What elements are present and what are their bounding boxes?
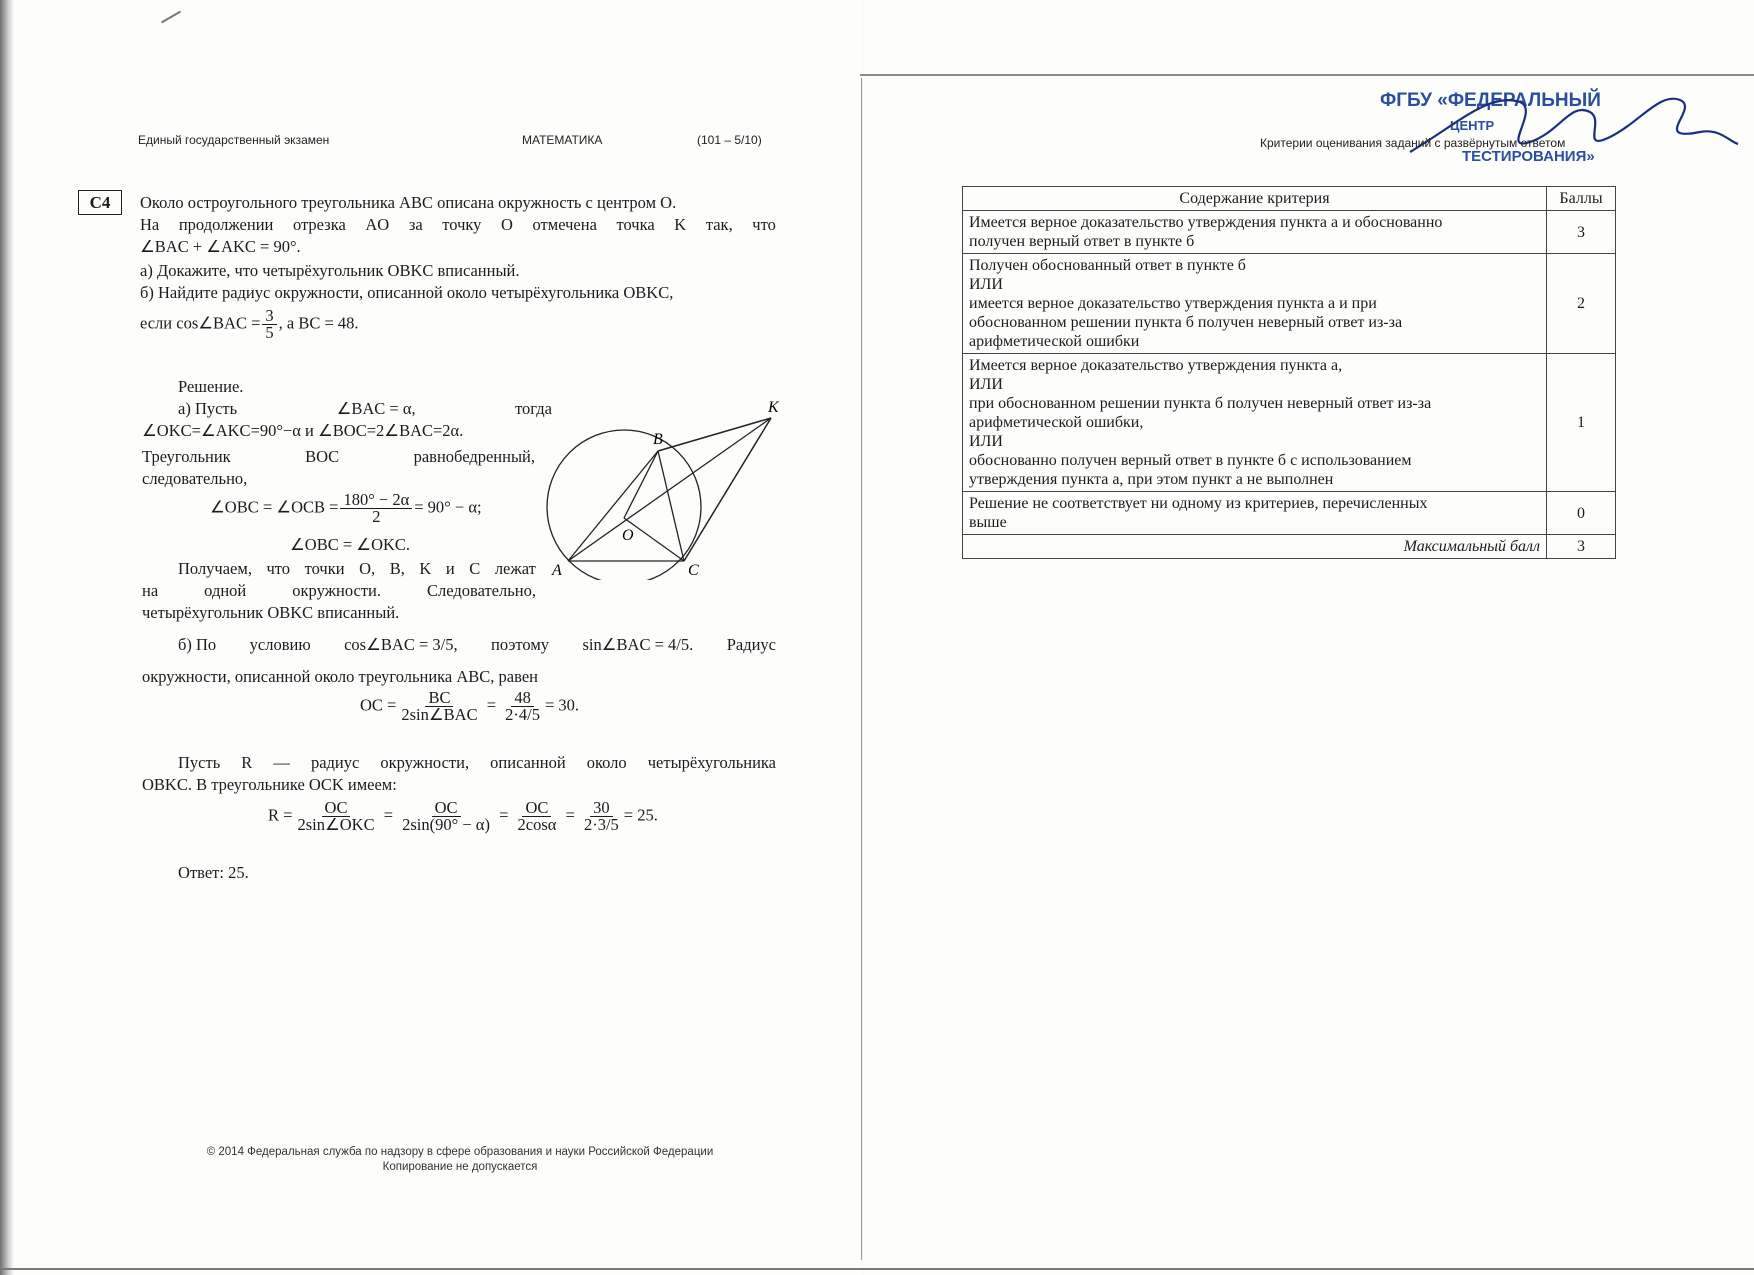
solution-a-line6 — [142, 580, 536, 601]
fraction — [398, 690, 480, 723]
criterion-text — [963, 354, 1547, 492]
criterion-line: при обоснованном решении пункта б получен неверный ответ из-за — [969, 395, 1432, 412]
label-b: B — [653, 431, 663, 448]
task-line2-word: O — [501, 215, 513, 234]
criterion-points: 2 — [1547, 254, 1616, 354]
fraction — [294, 800, 377, 833]
solution-a3-word: Треугольник — [142, 447, 231, 466]
geometry-figure — [546, 394, 796, 580]
criterion-text — [963, 211, 1547, 254]
criterion-line: ИЛИ — [969, 376, 1003, 393]
criterion-line: имеется верное доказательство утверждения пункта а и при — [969, 295, 1377, 312]
task-cond-pre: если cos∠BAC = — [140, 313, 261, 333]
criterion-line: Имеется верное доказательство утверждения пункта а и обоснованно — [969, 214, 1443, 231]
solution-a5-word: B, — [389, 559, 405, 578]
solution-a5-word: лежат — [494, 559, 536, 578]
task-line2-word: На — [140, 215, 160, 234]
frac-num: BC — [425, 690, 453, 707]
criterion-line: Получен обоснованный ответ в пункте б — [969, 257, 1246, 274]
eq4-pre: R = — [268, 805, 293, 825]
frac-num: OC — [322, 800, 351, 817]
criterion-line: обоснованно получен верный ответ в пункте б с использованием — [969, 452, 1412, 469]
frac-den: 2 — [372, 507, 381, 526]
criterion-line: ИЛИ — [969, 276, 1003, 293]
solution-a1-word: а) Пусть — [178, 399, 238, 418]
eq1-pre: ∠OBC = ∠OCB = — [210, 497, 339, 517]
header-code: (101 – 5/10) — [697, 133, 762, 147]
solution-b3-word: Пусть — [178, 753, 221, 772]
solution-a-line2: ∠OKC=∠AKC=90°−α и ∠BOC=2∠BAC=2α. — [142, 421, 464, 440]
solution-b3-word: описанной — [490, 753, 566, 772]
solution-a6-word: на — [142, 581, 159, 600]
task-line2-word: что — [752, 215, 776, 234]
answer: Ответ: 25. — [178, 863, 249, 882]
solution-a3-word: BOC — [305, 447, 340, 466]
equation-oc: OC = $\frac{BC}{\text{2sin∠BAC}}$ = $\frac{48}{2\cdot 4/5}$ = 30. — [360, 688, 580, 724]
solution-title: Решение. — [178, 377, 244, 396]
fraction — [262, 308, 276, 341]
fraction — [515, 800, 560, 833]
criterion-line: арифметической ошибки, — [969, 414, 1144, 431]
frac-num: 3 — [262, 308, 276, 325]
task-line2-word: продолжении — [178, 215, 274, 234]
solution-a3-word: равнобедренный, — [413, 447, 535, 466]
equation-r: R = $\frac{OC}{\text{2sin∠OKC}}$ = $\frac{OC}{2\sin(90^\circ - \alpha)}$ = $\frac{OC}{2\cos\alpha}$ = $\frac{30}{2\cdot 3/5}$ = 25. — [268, 798, 658, 834]
solution-a5-word: Получаем, — [178, 559, 252, 578]
frac-num: 180° − 2α — [340, 492, 412, 509]
criterion-line: ИЛИ — [969, 433, 1003, 450]
criterion-line: получен верный ответ в пункте б — [969, 233, 1195, 250]
frac-num: 30 — [590, 800, 613, 817]
frac-den: 5 — [265, 323, 274, 342]
frac-den: 2·3/5 — [583, 815, 619, 834]
logo-line2: ЦЕНТР — [1450, 118, 1495, 133]
solution-b1-word: условию — [249, 635, 311, 654]
solution-a5-word: C — [469, 559, 481, 578]
criterion-text — [963, 492, 1547, 535]
fraction — [340, 492, 412, 525]
max-score-value: 3 — [1547, 535, 1616, 559]
solution-a5-word: что — [266, 559, 291, 578]
solution-a5-word: K — [419, 559, 432, 578]
task-line2-word: K — [674, 215, 687, 234]
task-line2-word: точку — [442, 215, 482, 234]
criterion-line: утверждения пункта а, при этом пункт а не выполнен — [969, 471, 1334, 488]
label-a: A — [552, 562, 562, 579]
task-line2-word: точка — [616, 215, 655, 234]
page-fold-line — [861, 78, 862, 1260]
equation-obc-okc: ∠OBC = ∠OKC. — [290, 535, 411, 554]
solution-a5-word: точки — [304, 559, 345, 578]
scan-edge — [0, 0, 14, 1275]
solution-a5-word: и — [445, 559, 455, 578]
signature-stamp — [1400, 82, 1740, 172]
task-line2-word: за — [408, 215, 423, 234]
task-label: C4 — [78, 190, 122, 215]
fraction — [399, 800, 493, 833]
solution-a-line5 — [178, 558, 536, 579]
footer-copyright: © 2014 Федеральная служба по надзору в сфере образования и науки Российской Федерации — [206, 1146, 714, 1158]
solution-b3-word: четырёхугольника — [647, 753, 776, 772]
fraction — [502, 690, 543, 723]
table-max-row — [963, 535, 1616, 559]
solution-b3-word: окружности, — [380, 753, 470, 772]
frac-den: 2sin(90° − α) — [402, 815, 490, 834]
table-row — [963, 211, 1616, 254]
solution-b1-word: sin∠BAC = 4/5. — [582, 635, 694, 654]
solution-b-line3 — [178, 752, 776, 773]
criterion-line: выше — [969, 514, 1007, 531]
frac-num: 48 — [511, 690, 534, 707]
solution-a-line4: следовательно, — [142, 469, 248, 488]
equation-obc — [210, 492, 482, 525]
solution-a6-word: окружности. — [292, 581, 381, 600]
solution-b-line2: окружности, описанной около треугольника ABC, равен — [142, 667, 538, 686]
eq3-post: = 30. — [545, 695, 580, 715]
frac-num: OC — [522, 800, 551, 817]
criteria-table — [962, 186, 1616, 559]
eq3-pre: OC = — [360, 695, 397, 715]
criterion-points: 0 — [1547, 492, 1616, 535]
table-row — [963, 492, 1616, 535]
task-part-b: б) Найдите радиус окружности, описанной около четырёхугольника OBKC, — [140, 283, 674, 302]
logo-line1: ФГБУ «ФЕДЕРАЛЬНЫЙ — [1380, 90, 1601, 111]
solution-b-line1 — [178, 634, 776, 655]
solution-a-line1 — [178, 398, 552, 419]
solution-b3-word: R — [241, 753, 253, 772]
table-header-row — [963, 187, 1616, 211]
task-cond-post: , а BC = 48. — [278, 313, 359, 333]
criterion-line: Имеется верное доказательство утверждения пункта а, — [969, 357, 1343, 374]
scan-border-bottom — [0, 1268, 1754, 1270]
label-o: O — [622, 527, 634, 544]
solution-a6-word: Следовательно, — [427, 581, 536, 600]
frac-num: OC — [432, 800, 461, 817]
task-line1: Около остроугольного треугольника ABC описана окружность с центром O. — [140, 193, 677, 212]
header-exam: Единый государственный экзамен — [138, 133, 330, 147]
frac-den: 2cosα — [517, 815, 557, 834]
segment-ab — [568, 451, 658, 561]
scan-border-top — [860, 74, 1754, 76]
criterion-points: 3 — [1547, 211, 1616, 254]
max-score-label: Максимальный балл — [963, 535, 1547, 559]
solution-b1-word: поэтому — [491, 635, 550, 654]
logo-line3: ТЕСТИРОВАНИЯ» — [1462, 148, 1595, 165]
footer-no-copy: Копирование не допускается — [382, 1161, 538, 1173]
task-line2-word: отмечена — [532, 215, 597, 234]
task-line2 — [140, 214, 776, 235]
task-line2-word: AO — [365, 215, 390, 234]
frac-den: 2sin∠BAC — [401, 705, 478, 724]
criteria-page-title: Критерии оценивания заданий с развёрнутым ответом — [1260, 136, 1566, 150]
solution-a5-word: O, — [359, 559, 376, 578]
eq1-post: = 90° − α; — [414, 497, 482, 517]
table-row — [963, 354, 1616, 492]
task-line2-word: так, — [705, 215, 733, 234]
solution-b-line4: OBKC. В треугольнике OCK имеем: — [142, 775, 397, 794]
col-content-header: Содержание критерия — [963, 187, 1547, 211]
solution-b1-word: б) По — [178, 635, 217, 654]
frac-den: 2·4/5 — [505, 705, 540, 724]
solution-b3-word: радиус — [310, 753, 360, 772]
criterion-line: обоснованном решении пункта б получен неверный ответ из-за — [969, 314, 1403, 331]
solution-b1-word: Радиус — [726, 635, 776, 654]
criterion-line: арифметической ошибки — [969, 333, 1140, 350]
solution-a-line7: четырёхугольник OBKC вписанный. — [142, 603, 400, 622]
solution-a-line3 — [142, 446, 535, 467]
solution-a6-word: одной — [204, 581, 247, 600]
eq4-post: = 25. — [623, 805, 658, 825]
task-line3: ∠BAC + ∠AKC = 90°. — [140, 237, 301, 256]
solution-a1-word: тогда — [515, 399, 552, 418]
solution-b3-word: — — [273, 753, 290, 772]
label-c: C — [688, 562, 699, 579]
task-condition — [140, 308, 359, 341]
segment-ob — [624, 451, 658, 518]
segment-ak — [568, 418, 771, 561]
table-row — [963, 254, 1616, 354]
criterion-points: 1 — [1547, 354, 1616, 492]
solution-b1-word: cos∠BAC = 3/5, — [344, 635, 458, 654]
col-points-header: Баллы — [1547, 187, 1616, 211]
fraction — [581, 800, 622, 833]
criterion-line: Решение не соответствует ни одному из критериев, перечисленных — [969, 495, 1428, 512]
header-subject: МАТЕМАТИКА — [522, 133, 603, 147]
task-line2-word: отрезка — [292, 215, 346, 234]
criterion-text — [963, 254, 1547, 354]
task-part-a: а) Докажите, что четырёхугольник OBKC вписанный. — [140, 261, 520, 280]
solution-b3-word: около — [586, 753, 627, 772]
label-k: K — [768, 399, 779, 416]
frac-den: 2sin∠OKC — [297, 815, 375, 834]
solution-a1-word: ∠BAC = α, — [336, 399, 416, 418]
